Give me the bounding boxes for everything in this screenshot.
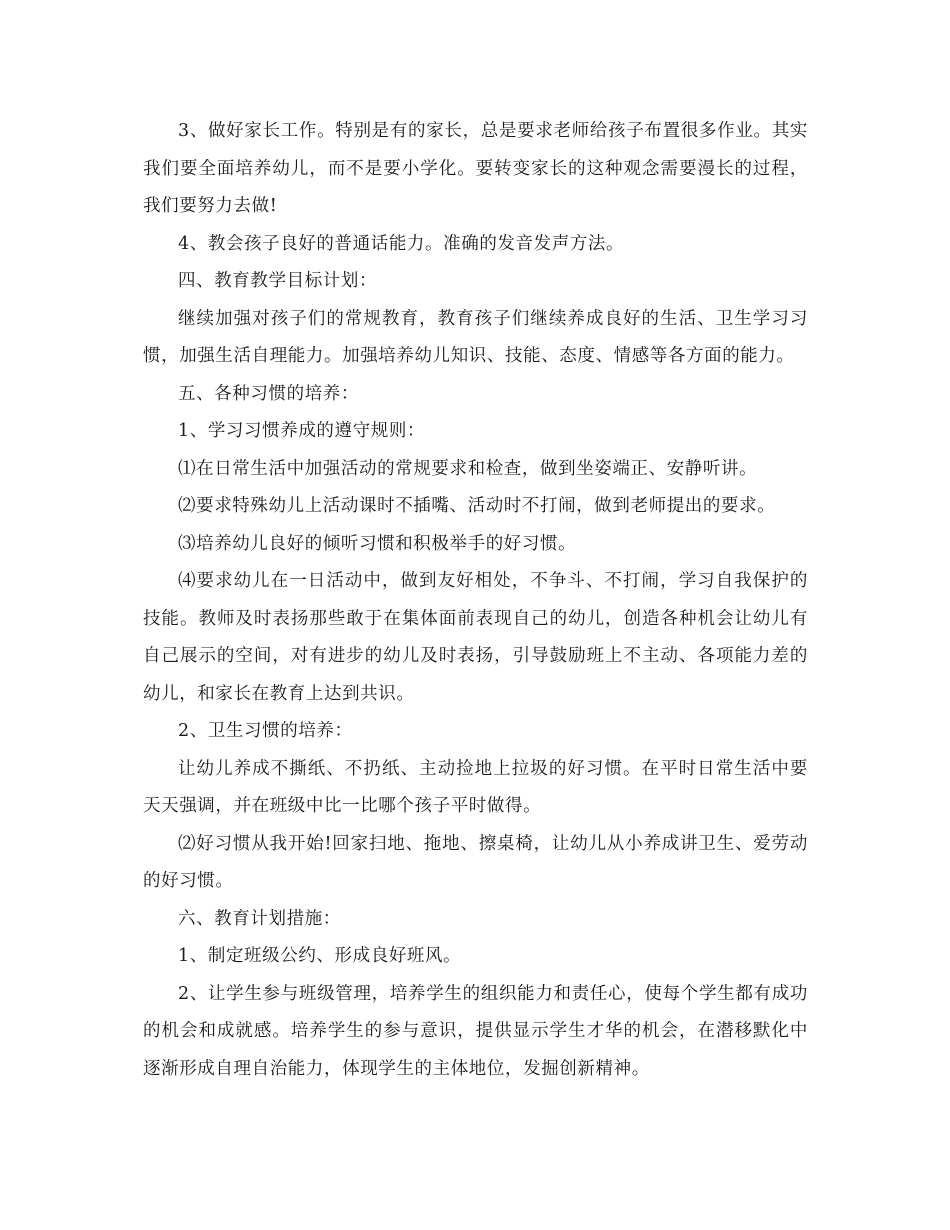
paragraph-item-3-parent-work: 3、做好家长工作。特别是有的家长，总是要求老师给孩子布置很多作业。其实我们要全面培养幼儿，而不是要小学化。要转变家长的这种观念需要漫长的过程，我们要努力去做! — [143, 121, 808, 216]
section-heading-habits: 五、各种习惯的培养： — [178, 383, 359, 404]
paragraph-measure-2: 2、让学生参与班级管理，培养学生的组织能力和责任心，使每个学生都有成功的机会和成就感。培养学生的参与意识，提供显示学生才华的机会，在潜移默化中逐渐形成自理自治能力，体现学生的主体地位，发掘创新精神。 — [143, 983, 808, 1079]
section-heading-measures: 六、教育计划措施： — [178, 908, 341, 929]
paragraph-hygiene: 让幼儿养成不撕纸、不扔纸、主动捡地上拉圾的好习惯。在平时日常生活中要天天强调，并在班级中比一比哪个孩子平时做得。 — [143, 758, 808, 816]
list-item-hygiene-2: ⑵好习惯从我开始!回家扫地、拖地、擦桌椅，让幼儿从小养成讲卫生、爱劳动的好习惯。 — [143, 833, 808, 891]
list-item-habit-1: ⑴在日常生活中加强活动的常规要求和检查，做到坐姿端正、安静听讲。 — [178, 458, 758, 479]
subheading-hygiene-habits: 2、卫生习惯的培养： — [178, 721, 353, 741]
list-item-habit-3: ⑶培养幼儿良好的倾听习惯和积极举手的好习惯。 — [178, 533, 577, 554]
paragraph-item-4-mandarin: 4、教会孩子良好的普通话能力。准确的发音发声方法。 — [178, 233, 625, 254]
paragraph-measure-1: 1、制定班级公约、形成良好班风。 — [178, 946, 462, 966]
section-heading-teaching-goals: 四、教育教学目标计划： — [178, 271, 378, 291]
subheading-study-habits: 1、学习习惯养成的遵守规则： — [178, 421, 426, 441]
list-item-habit-2: ⑵要求特殊幼儿上活动课时不插嘴、活动时不打闹，做到老师提出的要求。 — [178, 496, 776, 516]
paragraph-teaching-goals: 继续加强对孩子们的常规教育，教育孩子们继续养成良好的生活、卫生学习习惯，加强生活自理能力。加强培养幼儿知识、技能、态度、情感等各方面的能力。 — [143, 308, 808, 366]
document-body — [143, 113, 808, 1088]
list-item-habit-4: ⑷要求幼儿在一日活动中，做到友好相处，不争斗、不打闹，学习自我保护的技能。教师及时表扬那些敢于在集体面前表现自己的幼儿，创造各种机会让幼儿有自己展示的空间，对有进步的幼儿及时表扬，引导鼓励班上不主动、各项能力差的幼儿，和家长在教育上达到共识。 — [143, 571, 808, 704]
